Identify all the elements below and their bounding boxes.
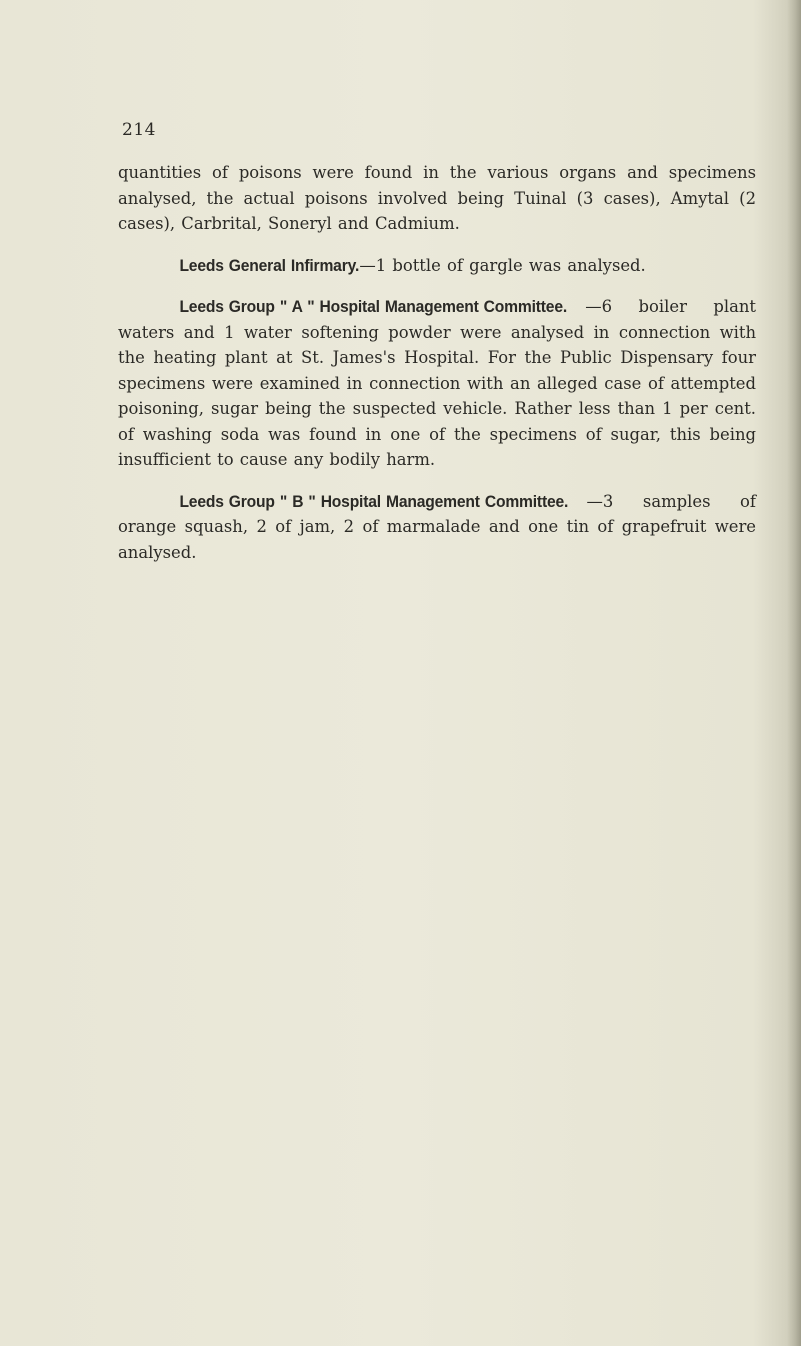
paragraph-text: —1 bottle of gargle was analysed. — [359, 255, 646, 275]
paragraph-heading: Leeds Group " A " Hospital Management Committee. — [179, 297, 568, 316]
paragraph-text: —3 samples of orange squash, 2 of jam, 2 of marmalade and one tin of grapefruit were analysed. — [118, 491, 756, 562]
paragraph-continuation — [118, 160, 756, 237]
page-number: 214 — [122, 120, 156, 140]
page-content — [118, 118, 756, 581]
paragraph-leeds-group-a — [118, 294, 756, 473]
paragraph-text: —6 boiler plant waters and 1 water softening powder were analysed in connection with the heating plant at St. James's Hospital. For the Public Dispensary four specimens were examined in connection with an alleged case of attempted poisoning, sugar being the suspected vehicle. Rather less than 1 per cent. of washing soda was found in one of the specimens of sugar, this being insufficient to cause any bodily harm. — [118, 297, 756, 469]
paragraph-leeds-general-infirmary — [118, 253, 756, 279]
paragraph-text: quantities of poisons were found in the various organs and specimens analysed, the actual poisons involved being Tuinal (3 cases), Amytal (2 cases), Carbrital, Soneryl and Cadmium. — [118, 163, 756, 233]
paragraph-leeds-group-b — [118, 489, 756, 566]
paragraph-heading: Leeds General Infirmary. — [179, 255, 360, 275]
paragraph-heading: Leeds Group " B " Hospital Management Committee. — [179, 491, 569, 511]
page-edge-shadow — [787, 0, 801, 1346]
